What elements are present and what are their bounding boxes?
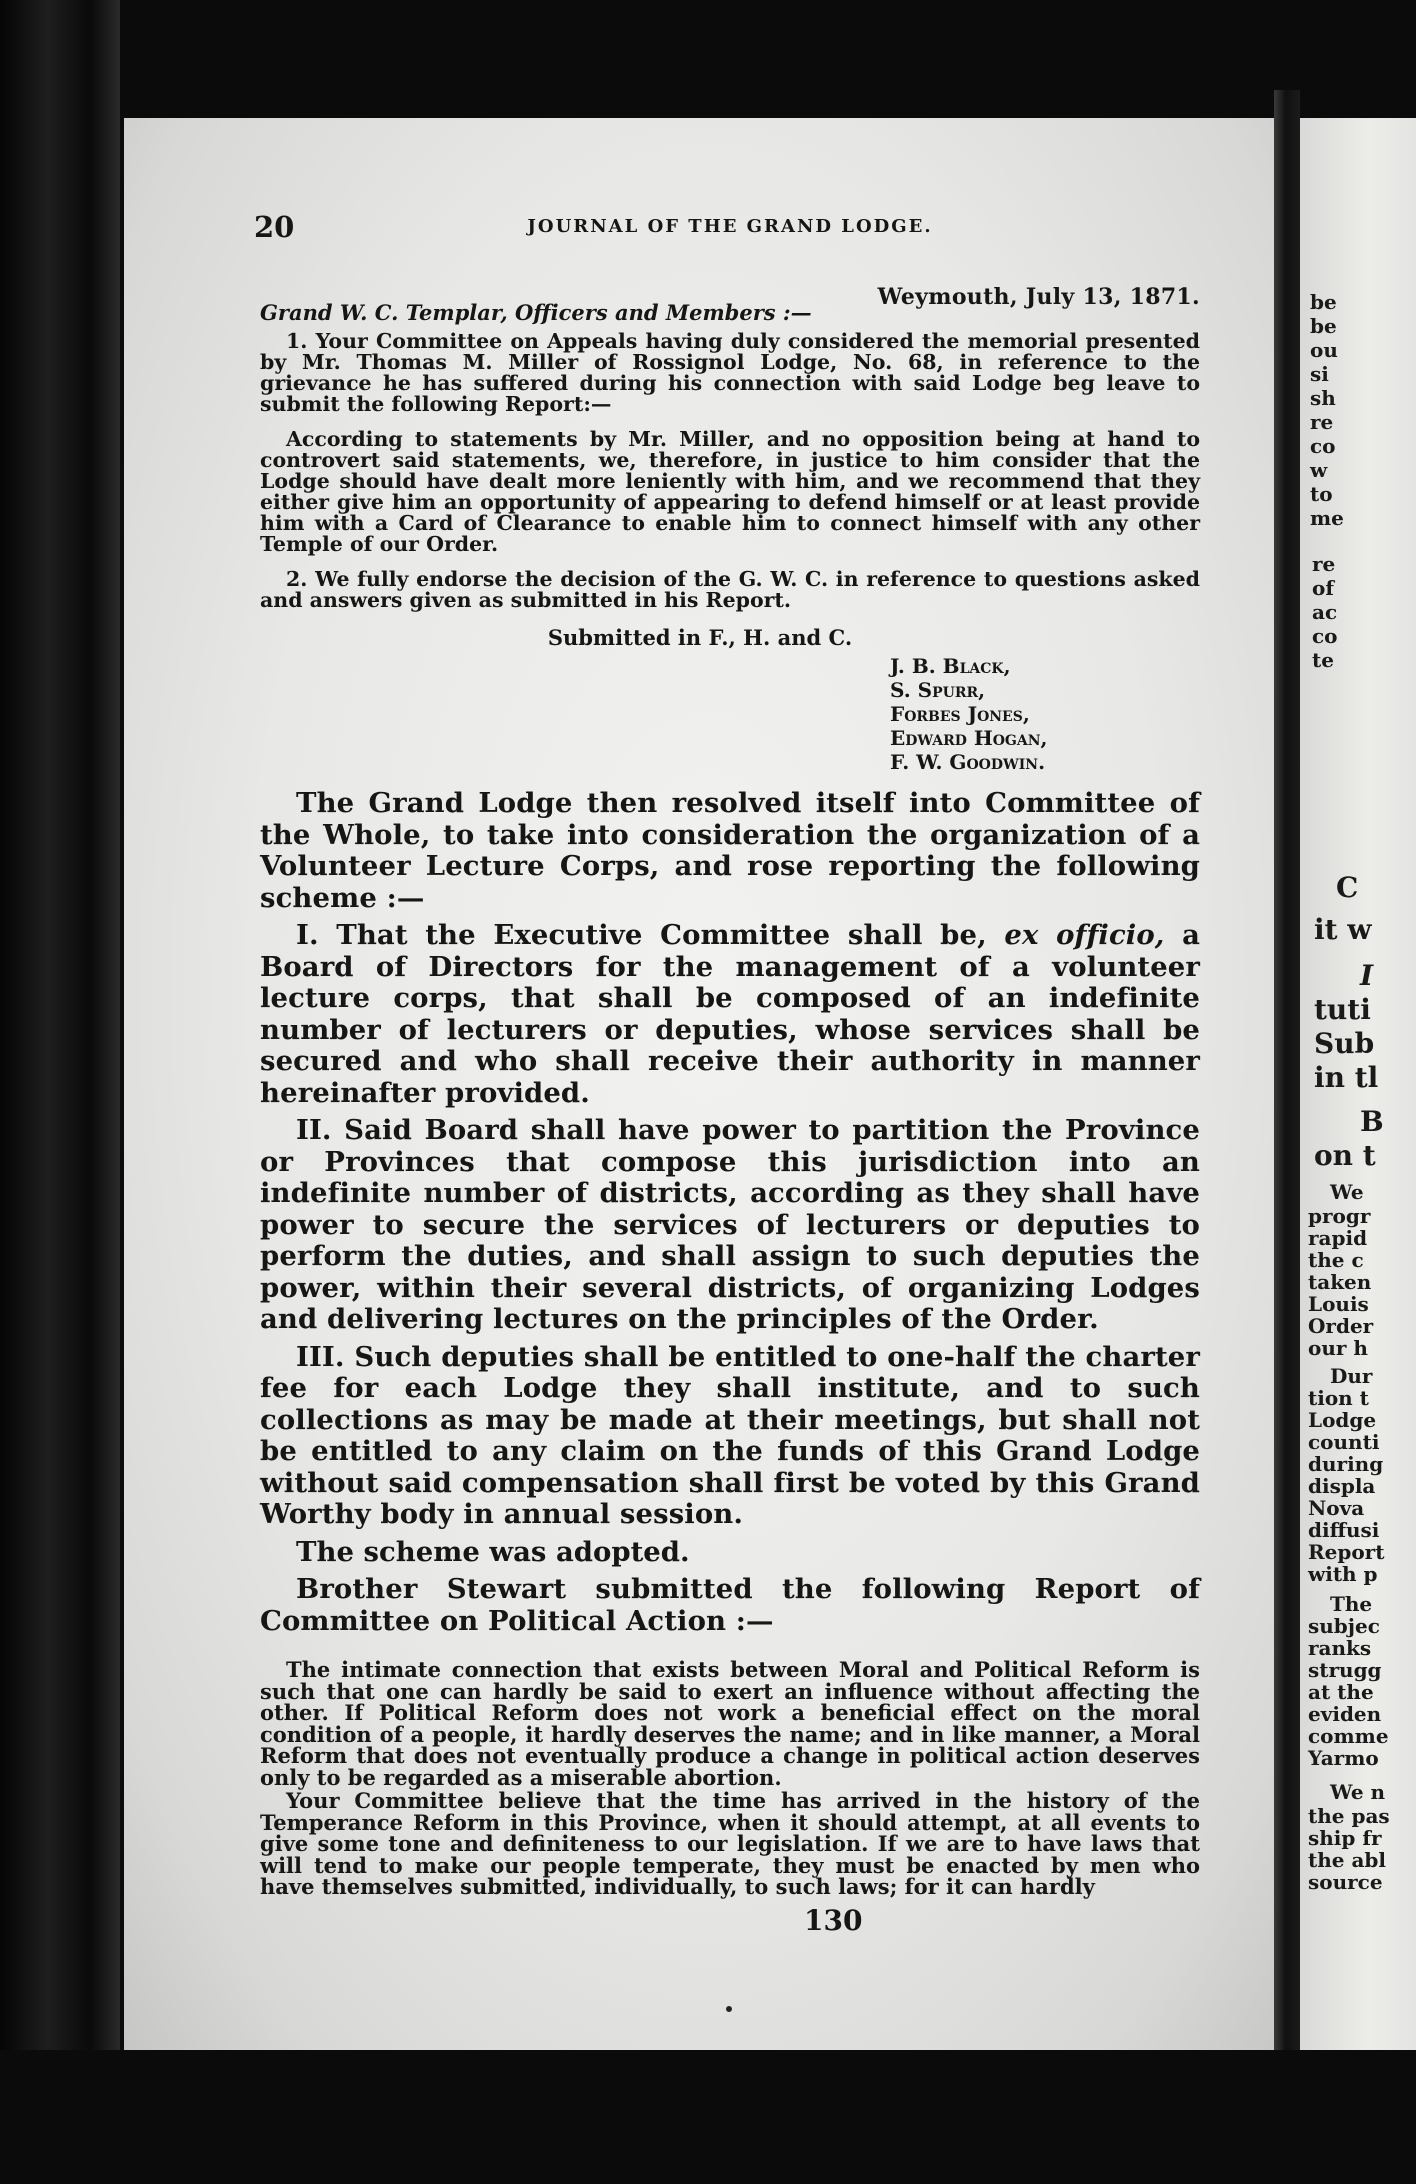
- scheme-item-number: III.: [296, 1340, 345, 1373]
- adjacent-page-text-fragment: diffusi: [1308, 1518, 1380, 1542]
- book-binding-shadow: [0, 0, 120, 2184]
- signatory: F. W. Goodwin.: [890, 750, 1046, 774]
- signatory: Forbes Jones,: [890, 702, 1030, 726]
- scheme-item-italic: ex officio,: [1004, 919, 1165, 951]
- appeals-paragraph-3: 2. We fully endorse the decision of the G. W. C. in reference to questions asked and answers given as submitted in his Report.: [260, 567, 1200, 612]
- adjacent-page-edge: [1300, 118, 1416, 2050]
- signatory: Edward Hogan,: [890, 726, 1048, 750]
- signatory-list: [890, 654, 1200, 774]
- adjacent-page-text-fragment: co: [1312, 624, 1338, 648]
- scheme-item-3: [260, 1342, 1200, 1531]
- scheme-item-text: That the Executive Committee shall be,: [318, 919, 1005, 951]
- scheme-item-text: a Board of Directors for the management of a volunteer lecture corps, that shall be composed of an indefinite number of lecturers or deputies, whose services shall be secured and who shall receive their authority in manner hereinafter provided.: [260, 919, 1201, 1109]
- running-head: [254, 210, 1200, 250]
- appeals-paragraph-1: 1. Your Committee on Appeals having duly considered the memorial presented by Mr. Thomas M. Miller of Rossignol Lodge, No. 68, in reference to the grievance he has suffered during his connection with said Lodge beg leave to submit the following Report:—: [260, 329, 1200, 416]
- scheme-item-number: I.: [296, 919, 319, 951]
- journal-title: JOURNAL OF THE GRAND LODGE.: [527, 216, 933, 237]
- adjacent-page-text-fragment: co: [1310, 434, 1336, 458]
- adjacent-page-text-fragment: The: [1330, 1592, 1373, 1616]
- adjacent-page-text-fragment: We: [1330, 1180, 1364, 1204]
- adjacent-page-text-fragment: taken: [1308, 1270, 1372, 1294]
- adjacent-page-text-fragment: Yarmo: [1308, 1746, 1379, 1770]
- adjacent-page-text-fragment: counti: [1308, 1430, 1380, 1454]
- adjacent-page-text-fragment: be: [1310, 314, 1337, 338]
- adjacent-page-text-fragment: We n: [1330, 1780, 1386, 1804]
- adjacent-page-text-fragment: Louis: [1308, 1292, 1369, 1316]
- adjacent-page-text-fragment: si: [1310, 362, 1329, 386]
- scheme-item-text: Such deputies shall be entitled to one-half the charter fee for each Lodge they shall institute, and to such collections as may be made at their meetings, but shall not be entitled to any claim on the funds of this Grand Lodge without said compensation shall first be voted by this Grand Worthy body in annual session.: [260, 1340, 1200, 1530]
- adjacent-page-text-fragment: ship fr: [1308, 1826, 1382, 1850]
- signature-mark: 130: [804, 1904, 863, 1937]
- adjacent-page-text-fragment: in tl: [1314, 1061, 1379, 1094]
- adjacent-page-text-fragment: the pas: [1308, 1804, 1390, 1828]
- page-content: [254, 210, 1201, 1899]
- adjacent-page-text-fragment: Lodge: [1308, 1408, 1377, 1432]
- adjacent-page-text-fragment: re: [1312, 552, 1336, 576]
- adjacent-page-text-fragment: tion t: [1308, 1386, 1369, 1410]
- adjacent-page-text-fragment: Dur: [1330, 1364, 1373, 1388]
- adjacent-page-text-fragment: eviden: [1308, 1702, 1382, 1726]
- ink-speck: [726, 2006, 732, 2012]
- adjacent-page-text-fragment: be: [1310, 290, 1337, 314]
- adjacent-page-text-fragment: the abl: [1308, 1848, 1387, 1872]
- signatory: J. B. Black,: [890, 654, 1011, 678]
- adjacent-page-text-fragment: ac: [1312, 600, 1338, 624]
- adjacent-page-text-fragment: te: [1312, 648, 1334, 672]
- adjacent-page-text-fragment: Order: [1308, 1314, 1374, 1338]
- signatory: S. Spurr,: [890, 678, 986, 702]
- adjacent-page-text-fragment: it w: [1314, 913, 1372, 946]
- adjacent-page-text-fragment: tuti: [1314, 993, 1371, 1026]
- adjacent-page-text-fragment: on t: [1314, 1139, 1376, 1172]
- adjacent-page-text-fragment: Report: [1308, 1540, 1385, 1564]
- appeals-paragraph-2: According to statements by Mr. Miller, and no opposition being at hand to controvert said statements, we, therefore, in justice to him consider that the Lodge should have dealt more leniently with him, and we recommend that they either give him an opportunity of appearing to defend himself or at least provide him with a Card of Clearance to enable him to connect himself with any other Temple of our Order.: [260, 427, 1200, 556]
- adjacent-page-text-fragment: at the: [1308, 1680, 1374, 1704]
- political-report-paragraph-1: The intimate connection that exists between Moral and Political Reform is such that one can hardly be said to exert an influence without affecting the other. If Political Reform does not work a beneficial effect on the moral condition of a people, it hardly deserves the name; and in like manner, a Moral Reform that does not eventually produce a change in political action deserves only to be regarded as a miserable abortion.: [260, 1657, 1200, 1790]
- adjacent-page-text-fragment: Sub: [1314, 1027, 1375, 1060]
- adjacent-page-text-fragment: re: [1310, 410, 1334, 434]
- adjacent-page-text-fragment: progr: [1308, 1204, 1371, 1228]
- adjacent-page-text-fragment: strugg: [1308, 1658, 1382, 1682]
- scheme-adopted: The scheme was adopted.: [296, 1535, 690, 1568]
- adjacent-page-text-fragment: the c: [1308, 1248, 1364, 1272]
- adjacent-page-text-fragment: during: [1308, 1452, 1384, 1476]
- adjacent-page-text-fragment: source: [1308, 1870, 1383, 1894]
- scheme-item-text: Said Board shall have power to partition the Province or Provinces that compose this jurisdiction into an indefinite number of districts, according as they shall have power to secure the services of lecturers or deputies to perform the duties, and shall assign to such deputies the power, within their several districts, of organizing Lodges and delivering lectures on the principles of the Order.: [260, 1114, 1200, 1335]
- scheme-item-1: [260, 920, 1200, 1109]
- bottom-shadow: [0, 2050, 1416, 2184]
- adjacent-page-text-fragment: B: [1360, 1105, 1384, 1138]
- adjacent-page-text-fragment: C: [1336, 871, 1359, 904]
- adjacent-page-text-fragment: with p: [1308, 1562, 1378, 1586]
- adjacent-page-text-fragment: our h: [1308, 1336, 1368, 1360]
- adjacent-page-text-fragment: me: [1310, 506, 1344, 530]
- adjacent-page-text-fragment: Nova: [1308, 1496, 1365, 1520]
- page-gutter-shadow: [1274, 90, 1300, 2050]
- report-place-date: Weymouth, July 13, 1871.: [877, 284, 1200, 310]
- adjacent-page-text-fragment: of: [1312, 576, 1334, 600]
- adjacent-page-text-fragment: w: [1310, 458, 1328, 482]
- adjacent-page-text-fragment: to: [1310, 482, 1333, 506]
- adjacent-page-text-fragment: subjec: [1308, 1614, 1380, 1638]
- political-report-paragraph-2: Your Committee believe that the time has arrived in the history of the Temperance Reform in this Province, when it should attempt, at all events to give some tone and definiteness to our legislation. If we are to have laws that will tend to make our people temperate, they must be enacted by men who have themselves submitted, individually, to such laws; for it can hardly: [260, 1788, 1200, 1899]
- report-salutation: Grand W. C. Templar, Officers and Members :—: [260, 300, 812, 325]
- adjacent-page-text-fragment: I: [1360, 959, 1374, 992]
- adjacent-page-text-fragment: displa: [1308, 1474, 1376, 1498]
- scheme-item-2: [260, 1115, 1200, 1336]
- page-number: 20: [254, 210, 295, 244]
- adjacent-page-text-fragment: comme: [1308, 1724, 1389, 1748]
- book-page: [124, 118, 1292, 2050]
- adjacent-page-text-fragment: ranks: [1308, 1636, 1372, 1660]
- adjacent-page-text-fragment: ou: [1310, 338, 1338, 362]
- submitted-line: Submitted in F., H. and C.: [547, 625, 853, 650]
- adjacent-page-text-fragment: rapid: [1308, 1226, 1368, 1250]
- stewart-submission: Brother Stewart submitted the following Report of Committee on Political Action :—: [260, 1573, 1200, 1637]
- scheme-item-number: II.: [296, 1114, 332, 1146]
- lecture-corps-intro: The Grand Lodge then resolved itself into Committee of the Whole, to take into consideration the organization of a Volunteer Lecture Corps, and rose reporting the following scheme :—: [260, 787, 1200, 914]
- adjacent-page-text-fragment: sh: [1310, 386, 1336, 410]
